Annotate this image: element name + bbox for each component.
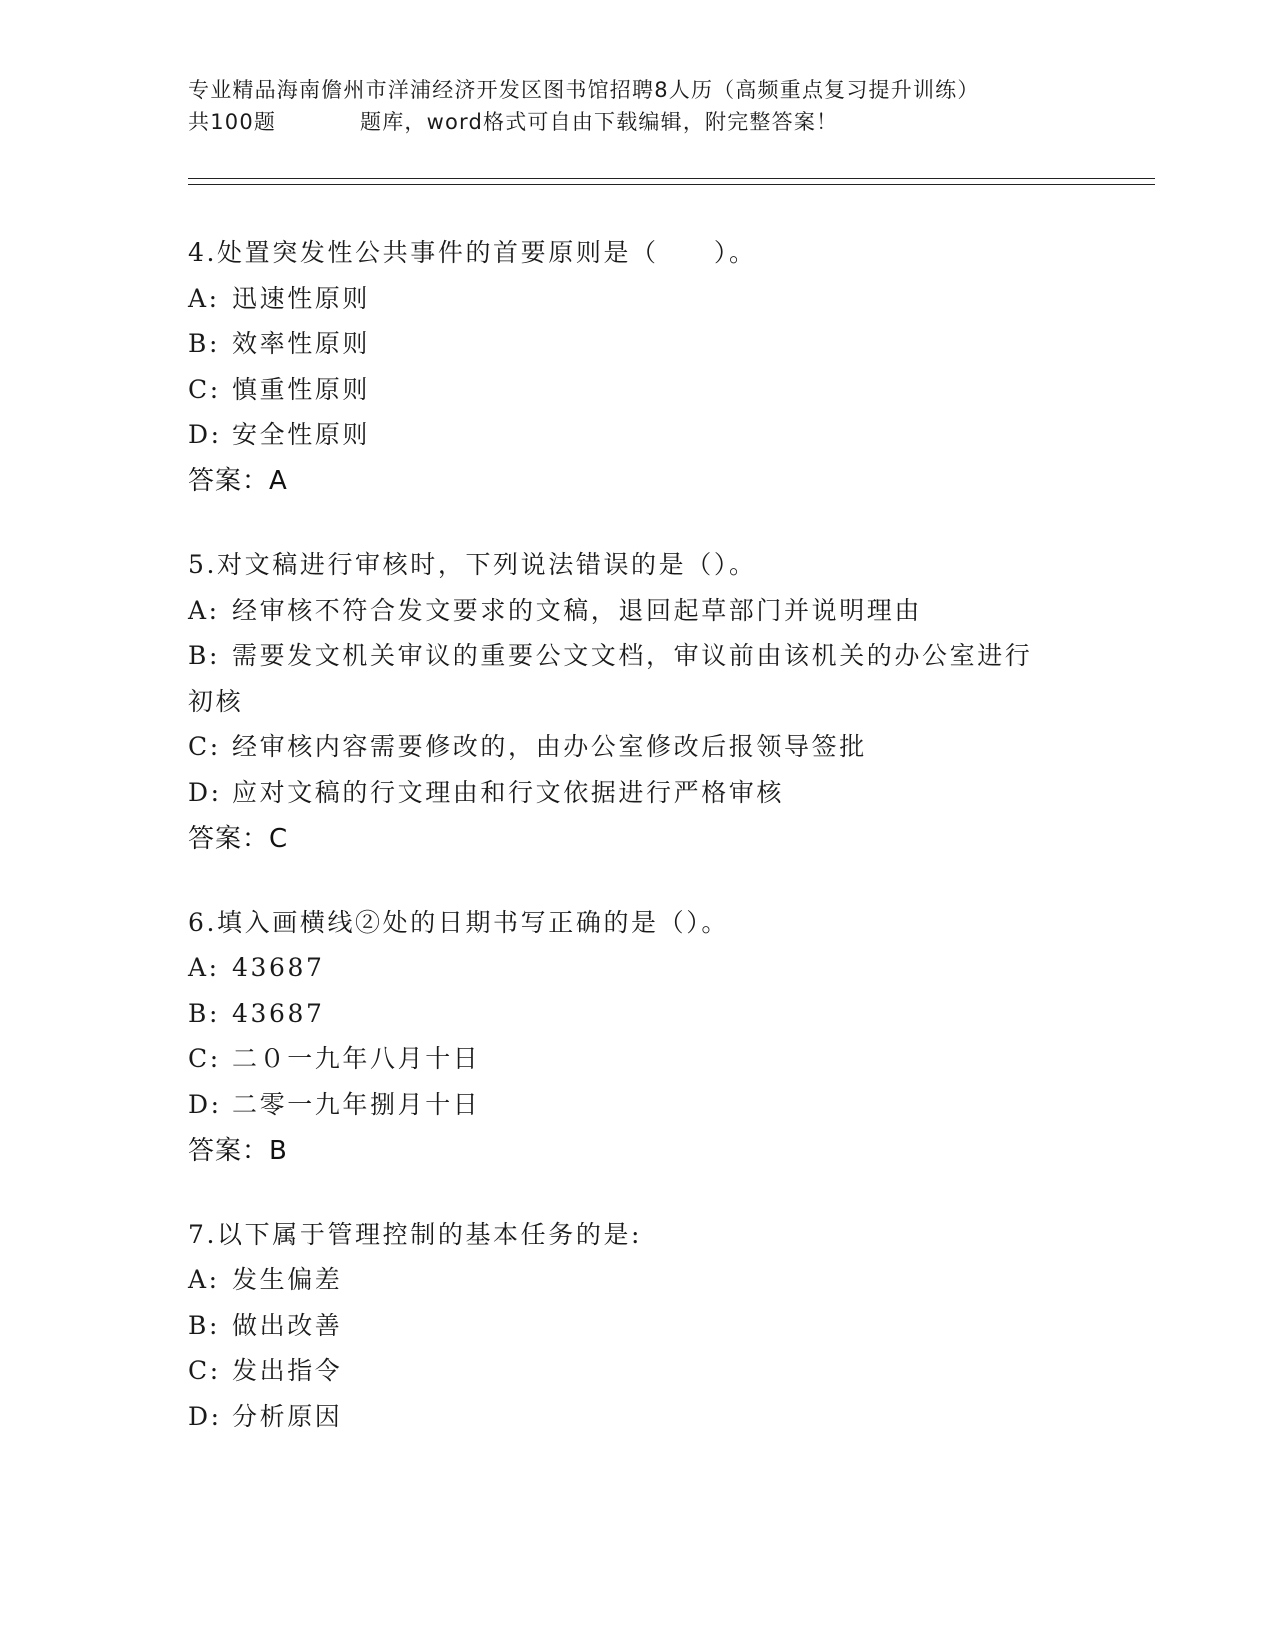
option-b: B: 43687 [188,998,325,1028]
question-block [188,900,1088,1174]
answer-text: 答案：A [188,465,288,496]
question-text: 7.以下属于管理控制的基本任务的是: [188,1219,643,1249]
option-a: A: 发生偏差 [188,1265,343,1295]
header-divider-bottom [188,184,1155,185]
option-d: D: 二零一九年捌月十日 [188,1089,481,1119]
option-b: B: 需要发文机关审议的重要公文文档，审议前由该机关的办公室进行初核 [188,641,1033,716]
header-divider-top [188,178,1155,179]
question-text: 5.对文稿进行审核时，下列说法错误的是（）。 [188,549,757,579]
answer-text: 答案：C [188,823,289,854]
header-subtitle [188,106,1088,138]
option-c: C: 慎重性原则 [188,374,371,404]
option-d: D: 分析原因 [188,1401,343,1431]
header-title: 专业精品海南儋州市洋浦经济开发区图书馆招聘8人历（高频重点复习提升训练） [188,78,980,102]
question-block [188,542,1088,862]
option-b: B: 效率性原则 [188,329,371,359]
question-text: 4.处置突发性公共事件的首要原则是（ ）。 [188,238,757,267]
option-a: A: 经审核不符合发文要求的文稿，退回起草部门并说明理由 [188,595,923,625]
option-b: B: 做出改善 [188,1310,343,1340]
question-list [188,230,1088,1477]
option-d: D: 安全性原则 [188,420,371,450]
question-count: 共100题 [188,110,277,134]
header-description: 题库，word格式可自由下载编辑，附完整答案！ [360,110,839,134]
option-c: C: 发出指令 [188,1356,343,1386]
question-block [188,230,1088,504]
option-a: A: 迅速性原则 [188,283,371,313]
question-block [188,1212,1088,1440]
option-c: C: 二０一九年八月十日 [188,1044,481,1074]
option-a: A: 43687 [188,953,325,983]
document-header [188,74,1088,138]
option-d: D: 应对文稿的行文理由和行文依据进行严格审核 [188,777,785,807]
question-text: 6.填入画横线②处的日期书写正确的是（）。 [188,907,729,937]
answer-text: 答案：B [188,1135,288,1166]
option-c: C: 经审核内容需要修改的，由办公室修改后报领导签批 [188,732,867,762]
